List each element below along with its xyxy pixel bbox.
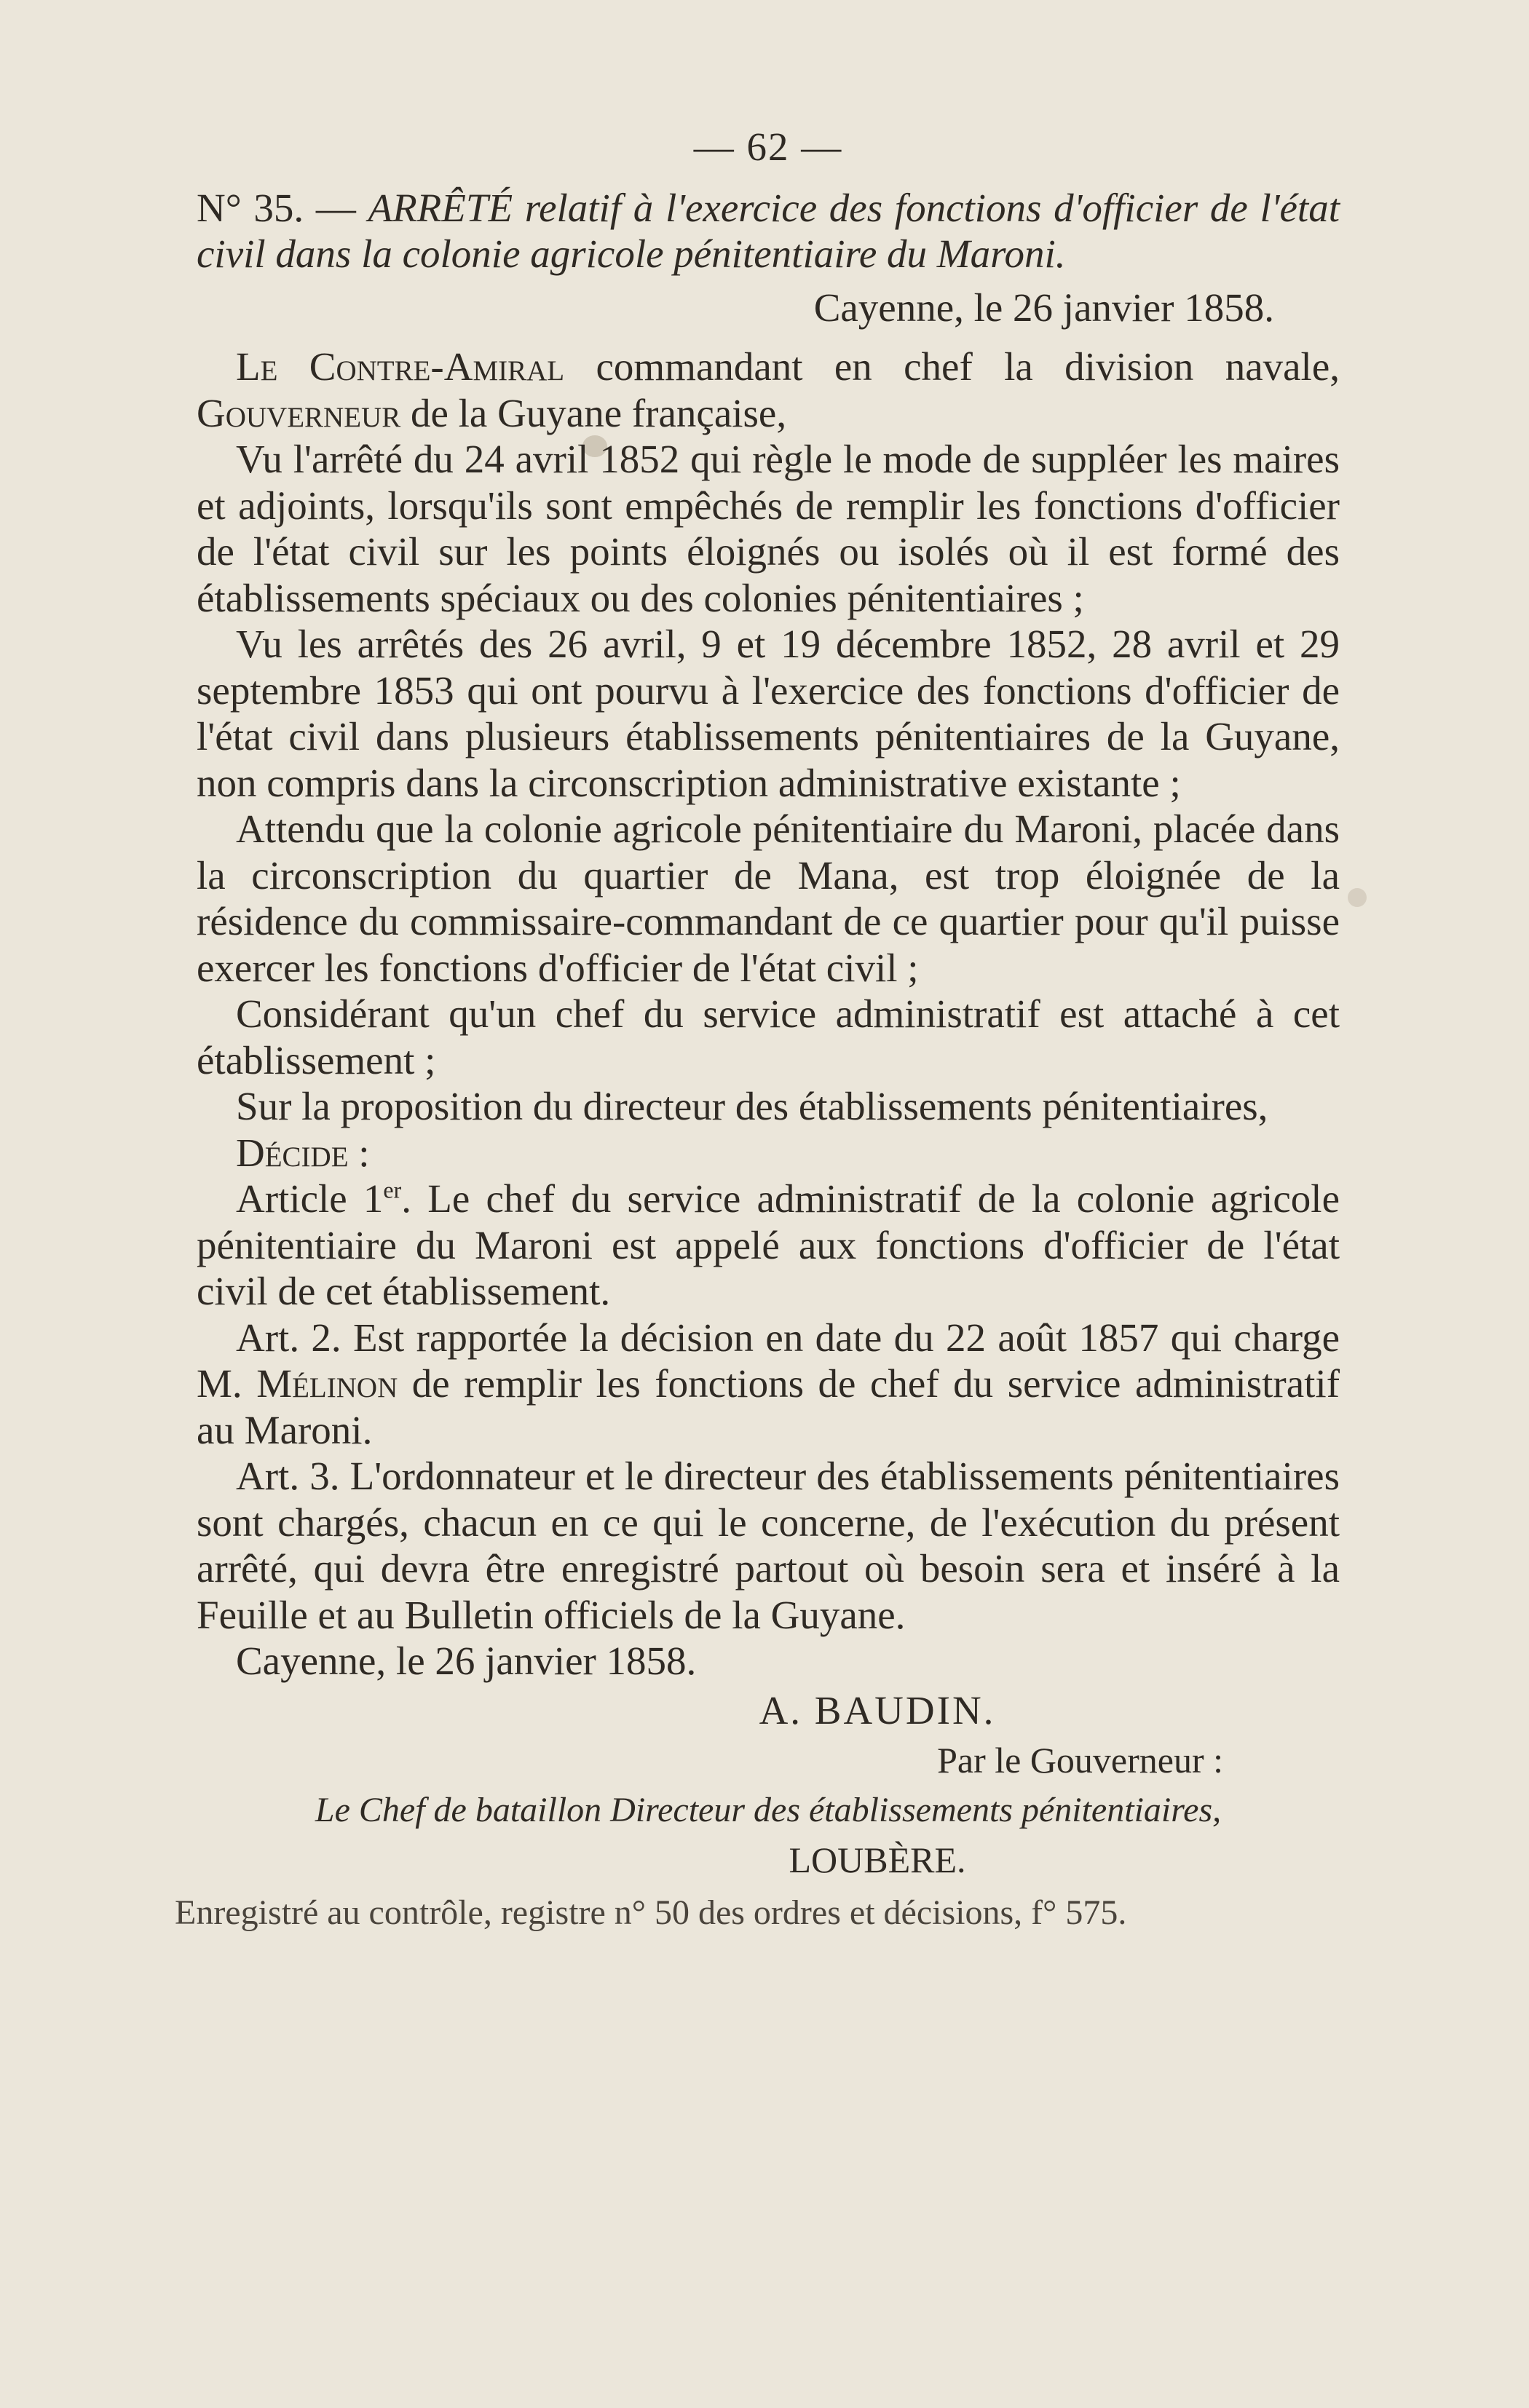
considerant-paragraph: Vu l'arrêté du 24 avril 1852 qui règle le mode de suppléer les maires et adjoints, lorsqu'ils sont empêchés de remplir les fonctions d'officier de l'état civil sur les points éloignés ou isolés où il est formé des établissements spéciaux ou des colonies pénitentiaires ; [197, 437, 1340, 620]
signature: A. BAUDIN. [759, 1687, 996, 1732]
decree-number: N° 35. [197, 185, 304, 230]
preamble-contre-amiral: Le Contre-Amiral [236, 344, 565, 389]
considerant-paragraph: Attendu que la colonie agricole pénitentiaire du Maroni, placée dans la circonscription du quartier de Mana, est trop éloignée de la résidence du commissaire-commandant de ce quartier pour qu'il puisse exercer les fonctions d'officier de l'état civil ; [197, 807, 1340, 990]
article-1-label: Article 1 [236, 1176, 384, 1221]
decide-heading: Décide : [236, 1130, 370, 1175]
closing-date: Cayenne, le 26 janvier 1858. [236, 1639, 697, 1683]
article-2-before: Art. 2. Est rapportée la décision en date du 22 août 1857 qui charge M. [197, 1315, 1340, 1406]
article-1-text: . Le chef du service administratif de la colonie agricole pénitentiaire du Maroni est appelé aux fonctions d'officier de l'état civil de cet établissement. [197, 1176, 1340, 1313]
preamble-guyane: de la Guyane française, [410, 390, 787, 435]
article-2 [197, 1315, 1340, 1454]
document-page [175, 124, 1340, 1936]
par-le-gouverneur: Par le Gouverneur : [937, 1740, 1223, 1781]
preamble-gouverneur: Gouverneur [197, 390, 401, 435]
page-number: — 62 — [693, 124, 843, 169]
registration-note: Enregistré au contrôle, registre n° 50 des ordres et décisions, f° 575. [175, 1893, 1127, 1932]
paper-stain [1348, 888, 1367, 907]
article-2-after: de remplir les fonctions de chef du service administratif au Maroni. [197, 1361, 1340, 1452]
considerant-paragraph: Vu les arrêtés des 26 avril, 9 et 19 décembre 1852, 28 avril et 29 septembre 1853 qui ont pourvu à l'exercice des fonctions d'officier de l'état civil dans plusieurs établissements pénitentiaires de la Guyane, non compris dans la circonscription administrative existante ; [197, 622, 1340, 805]
preamble-commandant: commandant en chef la division navale, [596, 344, 1340, 389]
article-3: Art. 3. L'ordonnateur et le directeur des établissements pénitentiaires sont chargés, chacun en ce qui le concerne, de l'exécution du présent arrêté, qui devra être enregistré partout où besoin sera et inséré à la Feuille et au Bulletin officiels de la Guyane. [197, 1454, 1340, 1637]
article-1 [197, 1176, 1340, 1315]
countersignature: LOUBÈRE. [789, 1839, 966, 1880]
considerant-paragraph: Sur la proposition du directeur des établissements pénitentiaires, [236, 1084, 1268, 1128]
article-2-name: Mélinon [256, 1361, 398, 1406]
heading-dash: — [315, 185, 356, 230]
preamble [197, 344, 1340, 436]
considerant-paragraph: Considérant qu'un chef du service administratif est attaché à cet établissement ; [197, 991, 1340, 1082]
decree-heading [197, 185, 1340, 277]
dateline: Cayenne, le 26 janvier 1858. [813, 285, 1274, 330]
article-1-superscript: er [383, 1176, 402, 1203]
decree-title: ARRÊTÉ relatif à l'exercice des fonctions d'officier de l'état civil dans la colonie agricole pénitentiaire du Maroni. [197, 185, 1340, 276]
chef-de-bataillon: Le Chef de bataillon Directeur des établissements pénitentiaires, [315, 1790, 1222, 1829]
